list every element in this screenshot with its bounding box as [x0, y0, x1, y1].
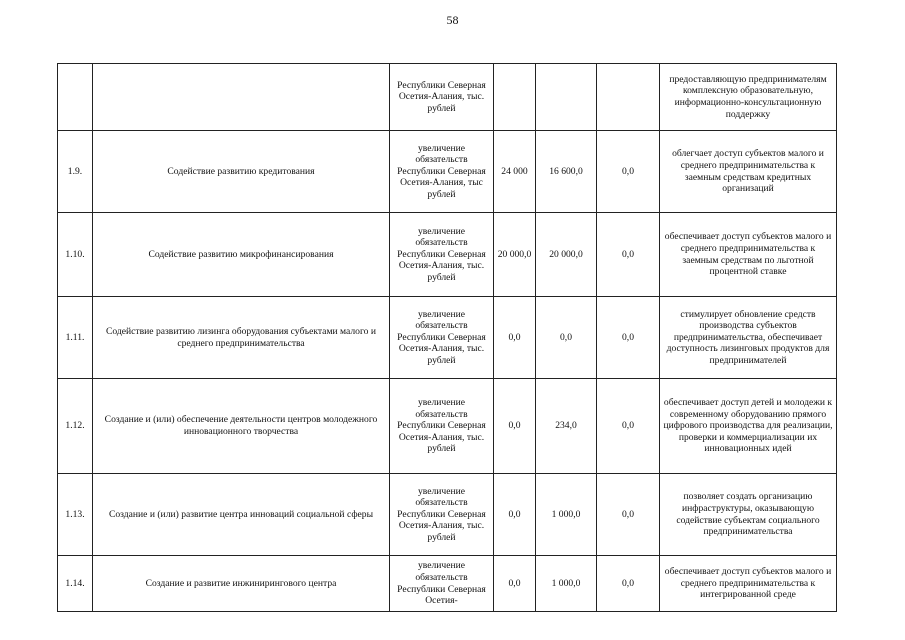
- value-3: 0,0: [597, 131, 660, 213]
- row-number: 1.10.: [58, 213, 93, 297]
- expected-result: позволяет создать организацию инфраструктуры, оказывающую содействие субъектам социального предпринимательства: [660, 474, 837, 556]
- value-2: 1 000,0: [536, 556, 597, 612]
- table-row: [58, 131, 837, 213]
- value-1: 0,0: [494, 297, 536, 379]
- value-3: 0,0: [597, 297, 660, 379]
- table-row: [58, 64, 837, 131]
- value-1: 0,0: [494, 379, 536, 474]
- measure-name: Содействие развитию микрофинансирования: [93, 213, 390, 297]
- indicator: увеличение обязательств Республики Северная Осетия-Алания, тыс. рублей: [390, 379, 494, 474]
- row-number: 1.12.: [58, 379, 93, 474]
- indicator: увеличение обязательств Республики Северная Осетия-Алания, тыс. рублей: [390, 474, 494, 556]
- value-1: 0,0: [494, 474, 536, 556]
- measure-name: [93, 64, 390, 131]
- value-3: 0,0: [597, 474, 660, 556]
- row-number: 1.9.: [58, 131, 93, 213]
- value-1: [494, 64, 536, 131]
- row-number: 1.14.: [58, 556, 93, 612]
- value-2: 20 000,0: [536, 213, 597, 297]
- expected-result: обеспечивает доступ субъектов малого и среднего предпринимательства к заемным средствам по льготной процентной ставке: [660, 213, 837, 297]
- value-1: 0,0: [494, 556, 536, 612]
- table-row: [58, 556, 837, 612]
- expected-result: обеспечивает доступ детей и молодежи к современному оборудованию прямого цифрового производства для реализации, проверки и коммерциализации их инновационных идей: [660, 379, 837, 474]
- value-2: 1 000,0: [536, 474, 597, 556]
- expected-result: облегчает доступ субъектов малого и среднего предпринимательства к заемным средствам кредитных организаций: [660, 131, 837, 213]
- measure-name: Содействие развитию лизинга оборудования субъектами малого и среднего предпринимательства: [93, 297, 390, 379]
- expected-result: предоставляющую предпринимателям комплексную образовательную, информационно-консультационную поддержку: [660, 64, 837, 131]
- table-row: [58, 213, 837, 297]
- measure-name: Создание и (или) развитие центра инноваций социальной сферы: [93, 474, 390, 556]
- expected-result: стимулирует обновление средств производства субъектов предпринимательства, обеспечивает доступность лизинговых продуктов для предпринимателей: [660, 297, 837, 379]
- row-number: 1.13.: [58, 474, 93, 556]
- measure-name: Создание и (или) обеспечение деятельности центров молодежного инновационного творчества: [93, 379, 390, 474]
- measure-name: Создание и развитие инжинирингового центра: [93, 556, 390, 612]
- indicator: увеличение обязательств Республики Северная Осетия-Алания, тыс. рублей: [390, 297, 494, 379]
- row-number: [58, 64, 93, 131]
- value-3: 0,0: [597, 379, 660, 474]
- page-number: 58: [446, 13, 459, 27]
- value-1: 20 000,0: [494, 213, 536, 297]
- value-2: 234,0: [536, 379, 597, 474]
- expected-result: обеспечивает доступ субъектов малого и среднего предпринимательства к интегрированной среде: [660, 556, 837, 612]
- value-1: 24 000: [494, 131, 536, 213]
- indicator: увеличение обязательств Республики Северная Осетия-: [390, 556, 494, 612]
- table-row: [58, 379, 837, 474]
- value-2: 16 600,0: [536, 131, 597, 213]
- value-3: [597, 64, 660, 131]
- value-3: 0,0: [597, 556, 660, 612]
- measure-name: Содействие развитию кредитования: [93, 131, 390, 213]
- indicator: Республики Северная Осетия-Алания, тыс. рублей: [390, 64, 494, 131]
- indicator: увеличение обязательств Республики Северная Осетия-Алания, тыс рублей: [390, 131, 494, 213]
- measures-table: [57, 63, 837, 612]
- table-row: [58, 474, 837, 556]
- row-number: 1.11.: [58, 297, 93, 379]
- indicator: увеличение обязательств Республики Северная Осетия-Алания, тыс. рублей: [390, 213, 494, 297]
- value-2: [536, 64, 597, 131]
- table-row: [58, 297, 837, 379]
- value-2: 0,0: [536, 297, 597, 379]
- value-3: 0,0: [597, 213, 660, 297]
